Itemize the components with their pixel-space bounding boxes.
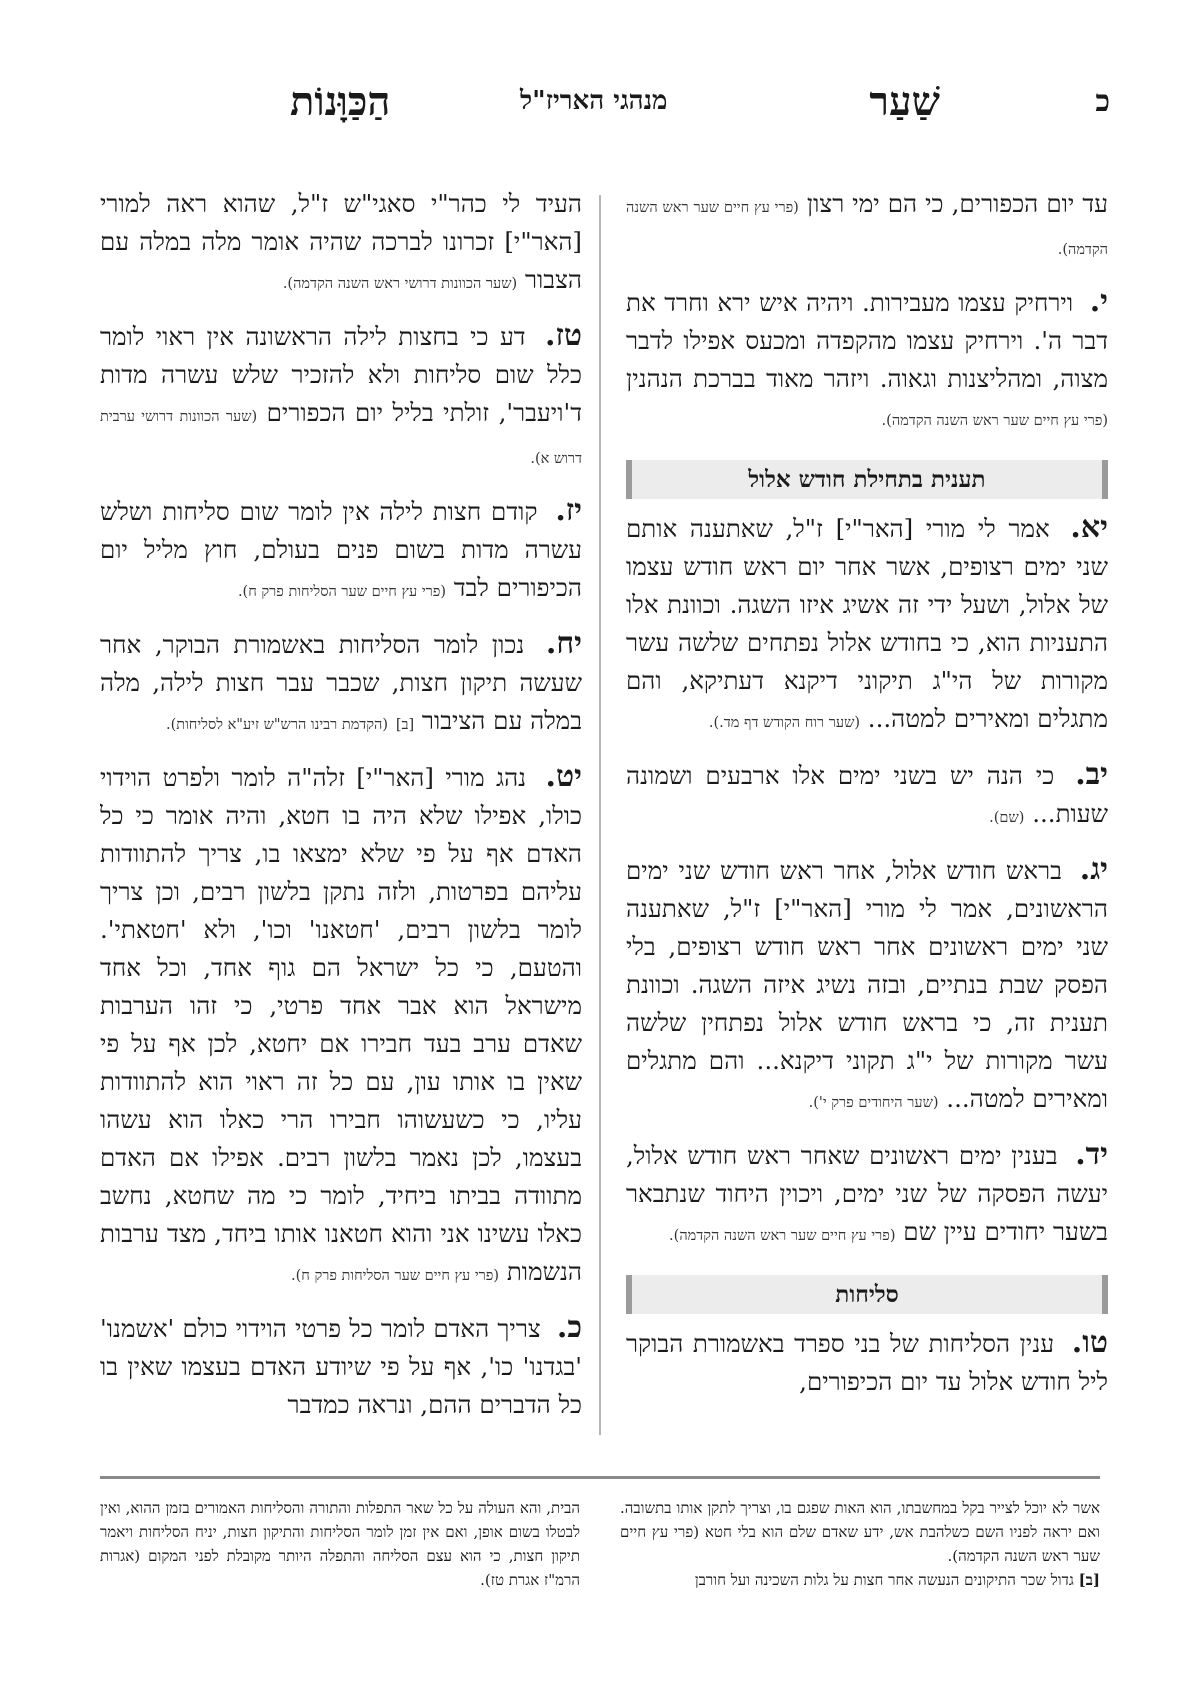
source-ref: (פרי עץ חיים שער ראש השנה הקדמה). <box>626 200 1108 258</box>
left-column <box>100 185 582 1430</box>
footnote-source: (אגרות הרמ"ז אגרת טז). <box>100 1547 580 1589</box>
paragraph-text: צריך האדם לומר כל פרטי הוידוי כולם 'אשמנו' 'בגדנו' כו', אף על פי שיודע האדם בעצמו שאין בו כל הדברים ההם, ונראה כמדבר <box>100 1314 582 1419</box>
paragraph-continued <box>626 185 1108 269</box>
footnote-text: הבית, והא העולה על כל שאר התפלות והתורה והסליחות האמורים בזמן ההוא, ואין לבטלו בשום אופן, ואם אין זמן לומר הסליחות והתיקון חצות, יניח הסליחות ויאמר תיקון חצות, כי הוא עצם הסליחה והתפלה היותר מקובלת לפני המקום <box>100 1499 580 1565</box>
source-ref: (פרי עץ חיים שער ראש השנה הקדמה). <box>881 413 1108 429</box>
source-ref: (פרי עץ חיים שער הסליחות פרק ח). <box>291 1268 500 1284</box>
paragraph-10 <box>626 283 1108 440</box>
source-ref: (שער הכוונות דרושי ראש השנה הקדמה). <box>282 276 518 292</box>
column-divider <box>599 195 601 1435</box>
source-ref: (פרי עץ חיים שער ראש השנה הקדמה). <box>669 1228 896 1244</box>
paragraph-text: בענין ימים ראשונים שאחר ראש חודש אלול, יעשה הפסקה של שני ימים, ויכוין היחוד שנתבאר בשער יחודים עיין שם <box>626 1141 1108 1246</box>
paragraph-number: כ. <box>556 1310 582 1345</box>
paragraph-text: עד יום הכפורים, כי הם ימי רצון <box>806 189 1108 218</box>
footnote-divider <box>100 1476 1100 1479</box>
paragraph-text: נכון לומר הסליחות באשמורת הבוקר, אחר שעשה תיקון חצות, שכבר עבר חצות לילה, מלה במלה עם הציבור <box>100 630 582 735</box>
paragraph-16 <box>100 317 582 478</box>
paragraph-text: כי הנה יש בשני ימים אלו ארבעים ושמונה שעות... <box>626 761 1108 828</box>
paragraph-number: יב. <box>1075 757 1108 792</box>
source-ref: (שער רוח הקודש דף מד.). <box>708 715 860 731</box>
paragraph-17 <box>100 492 582 611</box>
source-ref: (שער הכוונות דרושי ערבית דרוש א). <box>100 409 582 467</box>
footnote-right <box>620 1496 1100 1592</box>
paragraph-number: יג. <box>1079 852 1108 887</box>
footnote-left <box>100 1496 580 1592</box>
paragraph-18 <box>100 625 582 744</box>
paragraph-text: קודם חצות לילה אין לומר שום סליחות ושלש עשרה מדות בשום פנים בעולם, חוץ מליל יום הכיפורים לבד <box>100 497 582 602</box>
paragraph-text: דע כי בחצות לילה הראשונה אין ראוי לומר כלל שום סליחות ולא להזכיר שלש עשרה מדות ד'ויעבר', זולתי בליל יום הכפורים <box>100 322 582 427</box>
page-header <box>0 78 1200 128</box>
footnote-text: גדול שכר התיקונים הנעשה אחר חצות על גלות השכינה ועל חורבן <box>694 1571 1074 1589</box>
paragraph-19 <box>100 758 582 1295</box>
footnote-marker: [ב] <box>1078 1571 1100 1589</box>
title-shaar: שַׁעַר <box>869 78 940 125</box>
source-ref: (שם). <box>989 810 1025 826</box>
footnote-marker[interactable]: [ב] <box>395 717 415 733</box>
section-heading-elul-fast: תענית בתחילת חודש אלול <box>626 460 1108 499</box>
page-number: כ <box>1095 84 1110 119</box>
paragraph-13 <box>626 851 1108 1122</box>
paragraph-12 <box>626 756 1108 837</box>
paragraph-text: ענין הסליחות של בני ספרד באשמורת הבוקר ליל חודש אלול עד יום הכיפורים, <box>626 1329 1108 1396</box>
paragraph-20 <box>100 1309 582 1424</box>
paragraph-number: יח. <box>545 626 582 661</box>
paragraph-number: טז. <box>545 318 582 353</box>
title-subtitle: מנהגי האריז"ל <box>520 86 668 116</box>
paragraph-text: בראש חודש אלול, אחר ראש חודש שני ימים הראשונים, אמר לי מורי [האר"י] ז"ל, שאתענה שני ימים ראשונים אחר ראש חודש רצופים, בלי הפסק שבת בנתיים, ובזה נשיג איזה השגה. וכוונת תענית זה, כי בראש חודש אלול נפתחין שלשה עשר מקורות של י"ג תקוני דיקנא... והם מתגלים ומאירים למטה... <box>626 856 1108 1113</box>
source-ref: (פרי עץ חיים שער הסליחות פרק ח). <box>237 584 447 600</box>
paragraph-14 <box>626 1136 1108 1255</box>
paragraph-number: יד. <box>1075 1137 1108 1172</box>
paragraph-number: יט. <box>545 759 582 794</box>
source-ref: (הקדמת רבינו הרש"ש זיע"א לסליחות). <box>165 717 389 733</box>
paragraph-15 <box>626 1324 1108 1401</box>
paragraph-text: וירחיק עצמו מעבירות. ויהיה איש ירא וחרד את דבר ה'. וירחיק עצמו מהקפדה ומכעס אפילו לדבר מצוה, ומהליצנות וגאוה. ויזהר מאוד בברכת הנהנין <box>626 288 1108 393</box>
section-heading-selichot: סליחות <box>626 1275 1108 1314</box>
paragraph-number: יא. <box>1070 510 1108 545</box>
paragraph-text: אמר לי מורי [האר"י] ז"ל, שאתענה אותם שני ימים רצופים, אשר אחר יום ראש חודש עצמו של אלול, ושעל ידי זה אשיג איזו השגה. וכוונת אלו התעניות הוא, כי בחודש אלול נפתחים שלשה עשר מקורות של הי"ג תיקוני דיקנא דעתיקא, והם מתגלים ומאירים למטה... <box>626 514 1108 733</box>
source-ref: (שער היחודים פרק י'). <box>808 1095 939 1111</box>
paragraph-number: טו. <box>1071 1325 1108 1360</box>
footnote-source: (פרי עץ חיים שער ראש השנה הקדמה). <box>620 1523 1100 1565</box>
paragraph-number: יז. <box>555 493 582 528</box>
paragraph-continued <box>100 185 582 303</box>
paragraph-number: י. <box>1089 284 1108 319</box>
footnote-text: אשר לא יוכל לצייר בקל במחשבתו, הוא האות שפגם בו, וצריך לתקן אותו בתשובה. ואם יראה לפניו השם כשלהבת אש, ידע שאדם שלם הוא בלי חטא <box>620 1499 1100 1541</box>
paragraph-text: נהג מורי [האר"י] זלה"ה לומר ולפרט הוידוי כולו, אפילו שלא היה בו חטא, והיה אומר כי כל האדם אף על פי שלא ימצאו בו, צריך להתוודות עליהם בפרטות, ולזה נתקן בלשון רבים, וכן צריך לומר בלשון רבים, 'חטאנו' וכו', ולא 'חטאתי'. והטעם, כי כל ישראל הם גוף אחד, וכל אחד מישראל הוא אבר אחד פרטי, כי זהו הערבות שאדם ערב בעד חבירו אם יחטא, לכן אף על פי שאין בו אותו עון, עם כל זה ראוי הוא להתוודות עליו, כי כשעשוהו חבירו הרי כאלו הוא עשהו בעצמו, לכן נאמר בלשון רבים. אפילו אם האדם מתוודה בביתו ביחיד, לומר כי מה שחטא, נחשב כאלו עשינו אני והוא חטאנו אותו ביחד, מצד ערבות הנשמות <box>100 763 582 1286</box>
title-hakavanot: הַכַּוָּנוֹת <box>290 78 391 125</box>
paragraph-text: העיד לי כהר"י סאגי"ש ז"ל, שהוא ראה למורי [האר"י] זכרונו לברכה שהיה אומר מלה במלה עם הצבור <box>100 189 582 294</box>
right-column <box>626 185 1108 1430</box>
paragraph-11 <box>626 509 1108 742</box>
